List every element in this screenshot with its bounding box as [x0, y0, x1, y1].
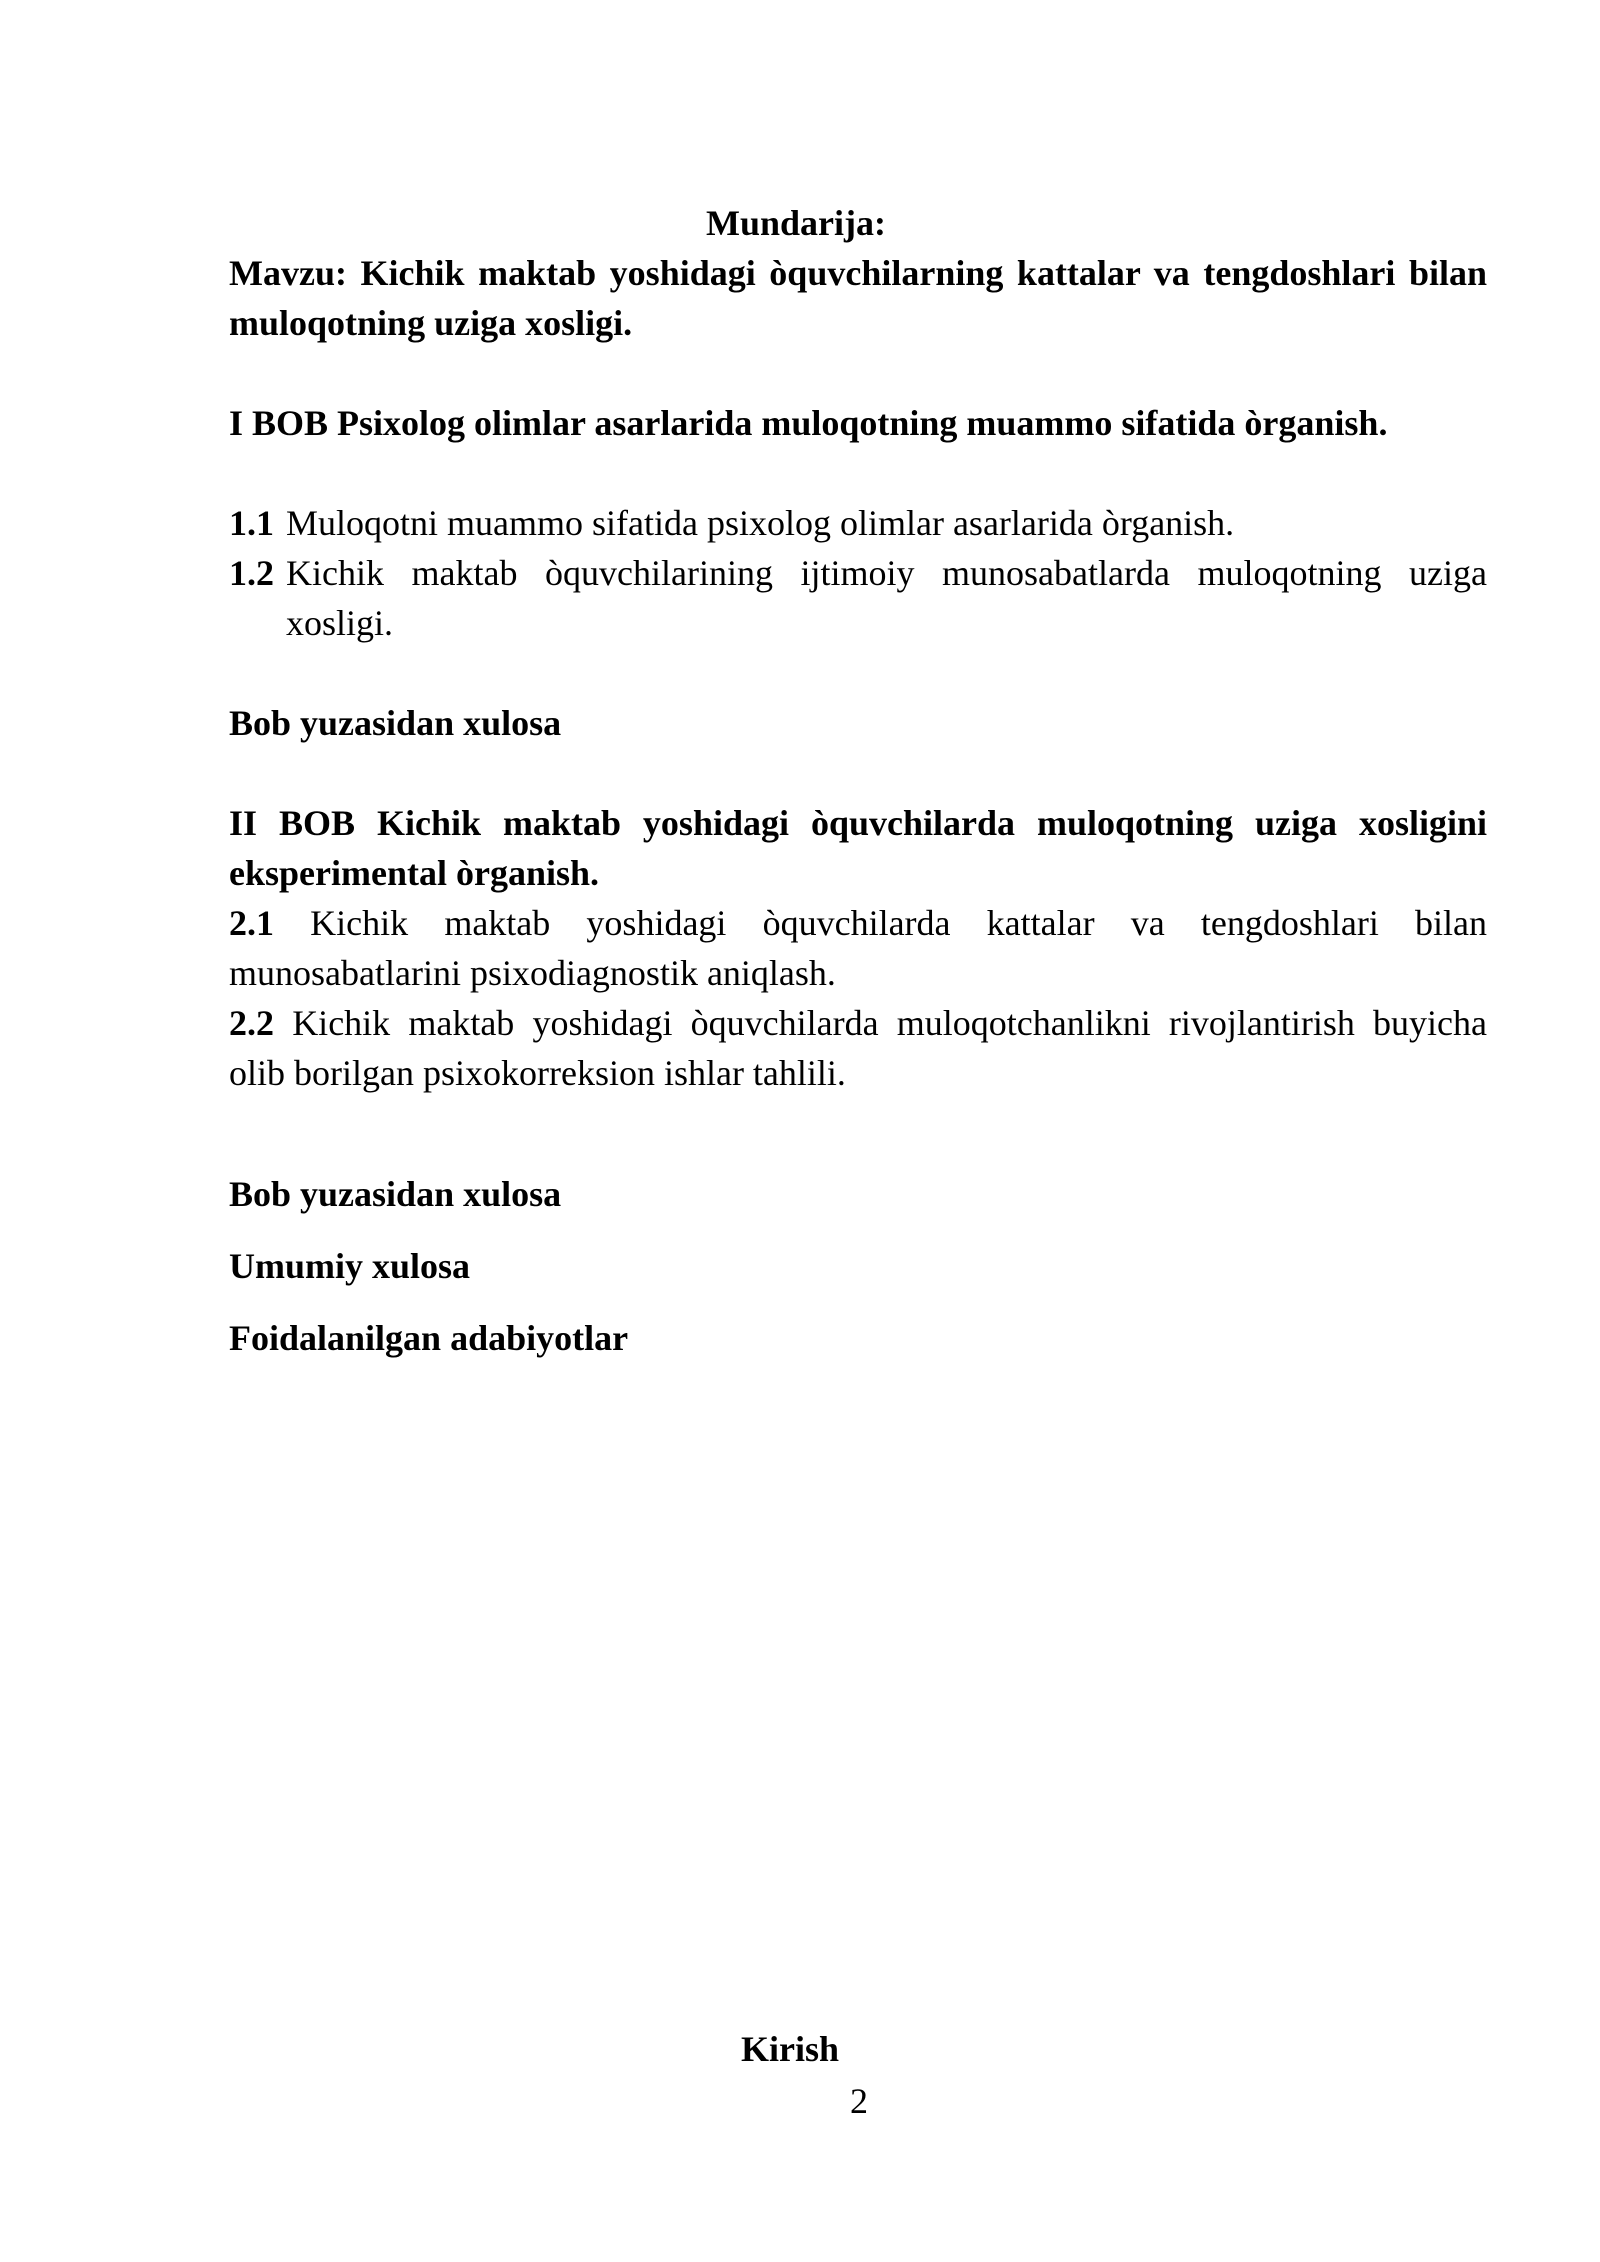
page-number: 2 — [850, 2081, 868, 2121]
toc-item-1-1 — [229, 498, 1487, 548]
spacer — [229, 748, 1487, 798]
table-of-contents — [229, 198, 1487, 1363]
spacer — [229, 348, 1487, 398]
spacer — [229, 1219, 1487, 1241]
spacer — [229, 1291, 1487, 1313]
toc-item-number: 2.1 — [229, 903, 274, 943]
spacer — [229, 448, 1487, 498]
toc-item-text: Kichik maktab yoshidagi òquvchilarda muloqotchanlikni rivojlantirish buyicha olib borilgan psixokorreksion ishlar tahlili. — [229, 1003, 1488, 1093]
chapter-2-title: II BOB Kichik maktab yoshidagi òquvchilarda muloqotning uziga xosligini eksperimental òrganish. — [229, 803, 1487, 893]
toc-item-1-2 — [229, 548, 1487, 648]
toc-heading: Mundarija: — [706, 203, 886, 243]
references: Foidalanilgan adabiyotlar — [229, 1318, 629, 1358]
toc-item-text: Kichik maktab yoshidagi òquvchilarda kattalar va tengdoshlari bilan munosabatlarini psixodiagnostik aniqlash. — [229, 903, 1488, 993]
chapter-1-conclusion: Bob yuzasidan xulosa — [229, 703, 562, 743]
toc-item-2-2 — [229, 998, 1487, 1098]
chapter-2-conclusion: Bob yuzasidan xulosa — [229, 1174, 562, 1214]
topic-title: Mavzu: Kichik maktab yoshidagi òquvchilarning kattalar va tengdoshlari bilan muloqotning uziga xosligi. — [229, 253, 1487, 343]
toc-item-number: 1.2 — [229, 553, 274, 593]
next-section-title: Kirish — [740, 2029, 839, 2069]
toc-item-text: Kichik maktab òquvchilarining ijtimoiy munosabatlarda muloqotning uziga xosligi. — [286, 553, 1487, 643]
toc-item-number: 2.2 — [229, 1003, 274, 1043]
toc-item-2-1 — [229, 898, 1487, 998]
spacer — [229, 648, 1487, 698]
general-conclusion: Umumiy xulosa — [229, 1246, 471, 1286]
toc-item-number: 1.1 — [229, 503, 274, 543]
chapter-1-title: I BOB Psixolog olimlar asarlarida muloqotning muammo sifatida òrganish. — [229, 403, 1388, 443]
toc-item-text: Muloqotni muammo sifatida psixolog olimlar asarlarida òrganish. — [286, 503, 1235, 543]
spacer — [229, 1098, 1487, 1169]
